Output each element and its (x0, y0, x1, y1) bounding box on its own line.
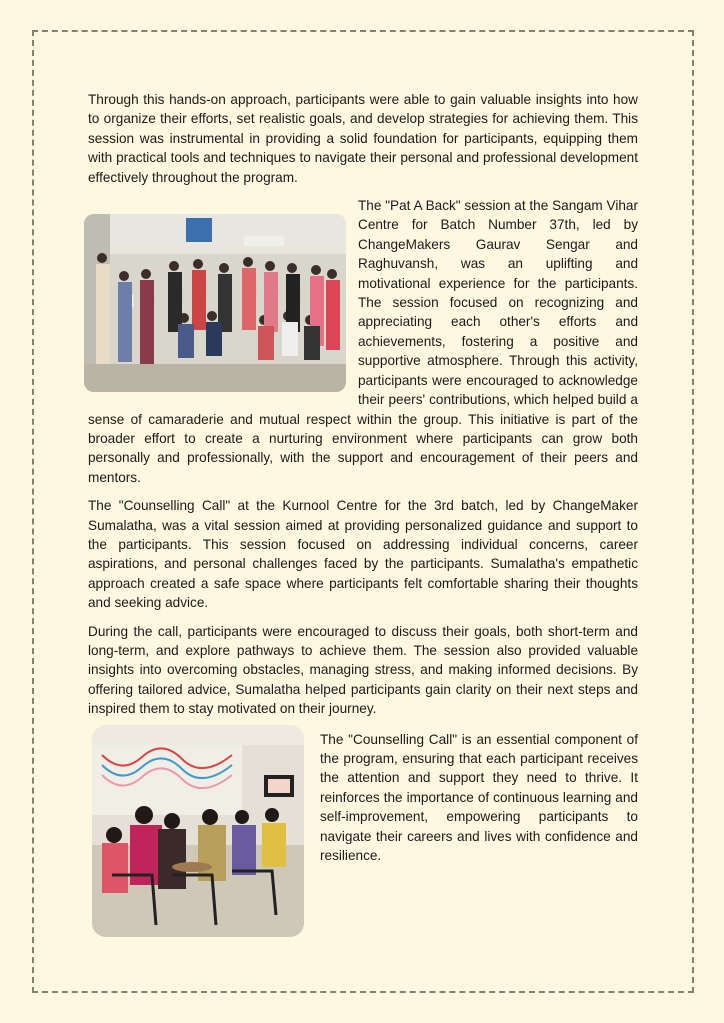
paragraph-during-call-lead (88, 622, 638, 719)
paragraph-counselling-call: The "Counselling Call" at the Kurnool Centre for the 3rd batch, led by ChangeMaker Sumalatha, was a vital session aimed at providing personalized guidance and support to the participants. This session focused on addressing individual concerns, career aspirations, and personal challenges faced by the participants. Sumalatha's empathetic approach created a safe space where participants felt comfortable sharing their thoughts and seeking advice. (88, 498, 638, 611)
paragraph-conclusion: The "Counselling Call" is an essential component of the program, ensuring that each participant receives the attention and support they need to thrive. It reinforces the importance of continuous learning and self-improvement, empowering participants to navigate their careers and lives with confidence and resilience. (320, 731, 638, 864)
classroom-photo-counselling-call (92, 725, 304, 937)
paragraph-intro: Through this hands-on approach, participants were able to gain valuable insights into how to organize their efforts, set realistic goals, and develop strategies for achieving them. This session was instrumental in providing a solid foundation for participants, equipping them with practical tools and techniques to navigate their personal and professional development effectively throughout the program. (88, 92, 638, 185)
paragraph-during-call: During the call, participants were encouraged to discuss their goals, both short-term and long-term, and explore pathways to achieve them. The session also provided valuable insights into overcoming obstacles, managing stress, and making informed decisions. By offering tailored advice, Sumalatha helped participants gain clarity on their next steps and inspired them to stay motivated on their journey. (88, 623, 638, 717)
document-body (88, 90, 638, 941)
group-photo-pat-a-back (84, 214, 346, 392)
paragraph-pat-a-back: The "Pat A Back" session at the Sangam Vihar Centre for Batch Number 37th, led by ChangeMakers Gaurav Sengar and Raghuvansh, was an uplifting and motivational experience for the participants. The session focused on recognizing and appreciating each other's efforts and achievements, fostering a positive and supportive atmosphere. Through this activity, participants were encouraged to acknowledge their peers' contributions, which helped build a sense of camaraderie and mutual respect within the group. This initiative is part of the broader effort to create a nurturing environment where participants can grow both personally and professionally, with the support and encouragement of their peers and mentors. (88, 198, 638, 485)
